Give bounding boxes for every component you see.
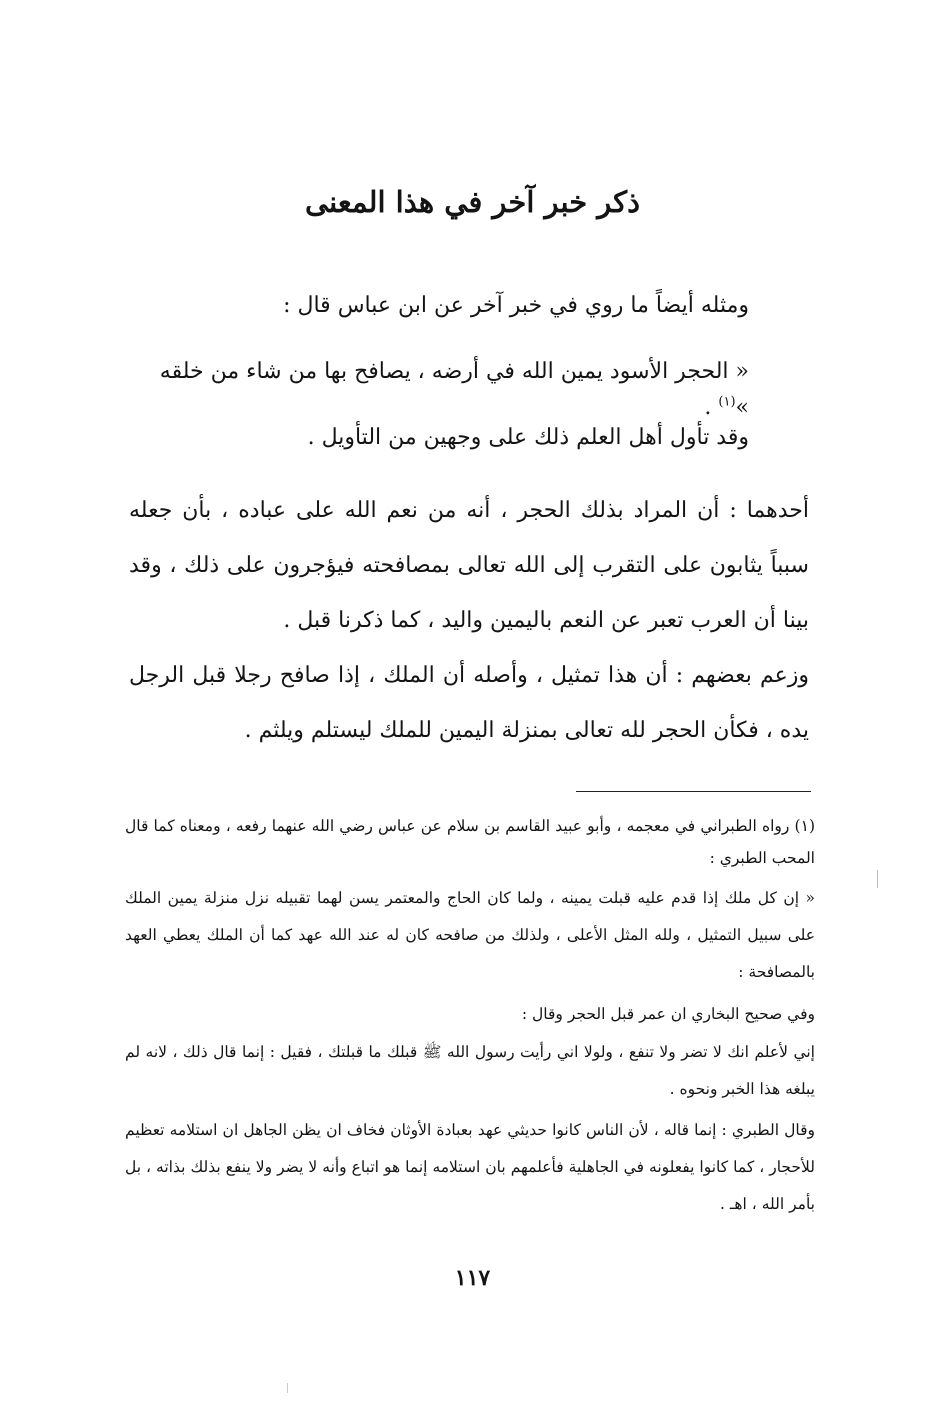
body-paragraph-1: ومثله أيضاً ما روي في خبر آخر عن ابن عباس قال : [283,293,749,318]
footnote-bukhari-intro: وفي صحيح البخاري ان عمر قبل الحجر وقال : [521,1005,815,1023]
footnote-1: (١) رواه الطبراني في معجمه ، وأبو عبيد القاسم بن سلام عن عباس رضي الله عنهما رفعه ، ومعناه كما قال المحب الطبري : [125,817,815,867]
footnote-umar-quote: إني لأعلم انك لا تضر ولا تنفع ، ولولا اني رأيت رسول الله ﷺ قبلك ما قبلتك ، فقيل : إنما قال ذلك ، لانه لم يبلغه هذا الخبر ونحوه . [125,1043,815,1098]
footnote-divider [576,791,811,792]
footnote-tabari-comment: وقال الطبري : إنما قاله ، لأن الناس كانوا حديثي عهد بعبادة الأوثان فخاف ان يظن الجاهل ان استلامه تعظيم للأحجار ، كما كانوا يفعلونه في الجاهلية فأعلمهم بان استلامه إنما هو اتباع وأنه لا يضر ولا ينفع بذلك بذاته ، بل بأمر الله ، اهـ . [125,1121,815,1213]
body-paragraph-5: وزعم بعضهم : أن هذا تمثيل ، وأصله أن الملك ، إذا صافح رجلا قبل الرجل يده ، فكأن الحجر لله تعالى بمنزلة اليمين للملك ليستلم ويلثم . [129,663,809,743]
body-paragraph-3: وقد تأول أهل العلم ذلك على وجهين من التأويل . [307,425,749,450]
footnote-quote-tabari: « إن كل ملك إذا قدم عليه قبلت يمينه ، ولما كان الحاج والمعتمر يسن لهما تقبيله نزل منزلة يمين الملك على سبيل التمثيل ، ولله المثل الأعلى ، ولذلك من صافحه كان له عند الله عهد كما أن الملك يعطي العهد بالمصافحة : [125,889,815,981]
scan-mark [287,1383,288,1393]
quote-end-punct: . [704,395,719,420]
scan-mark [877,870,878,888]
page-number: ١١٧ [454,1265,491,1291]
footnote-reference: (١) [718,394,736,410]
body-paragraph-4: أحدهما : أن المراد بذلك الحجر ، أنه من نعم الله على عباده ، بأن جعله سبباً يثابون على التقرب إلى الله تعالى بمصافحته فيؤجرون على ذلك ، وقد بينا أن العرب تعبر عن النعم باليمين واليد ، كما ذكرنا قبل . [129,498,809,633]
hadith-quote: « الحجر الأسود يمين الله في أرضه ، يصافح بها من شاء من خلقه » [159,359,749,420]
body-paragraph-2 [129,354,749,426]
chapter-title: ذكر خبر آخر في هذا المعنى [304,185,641,219]
